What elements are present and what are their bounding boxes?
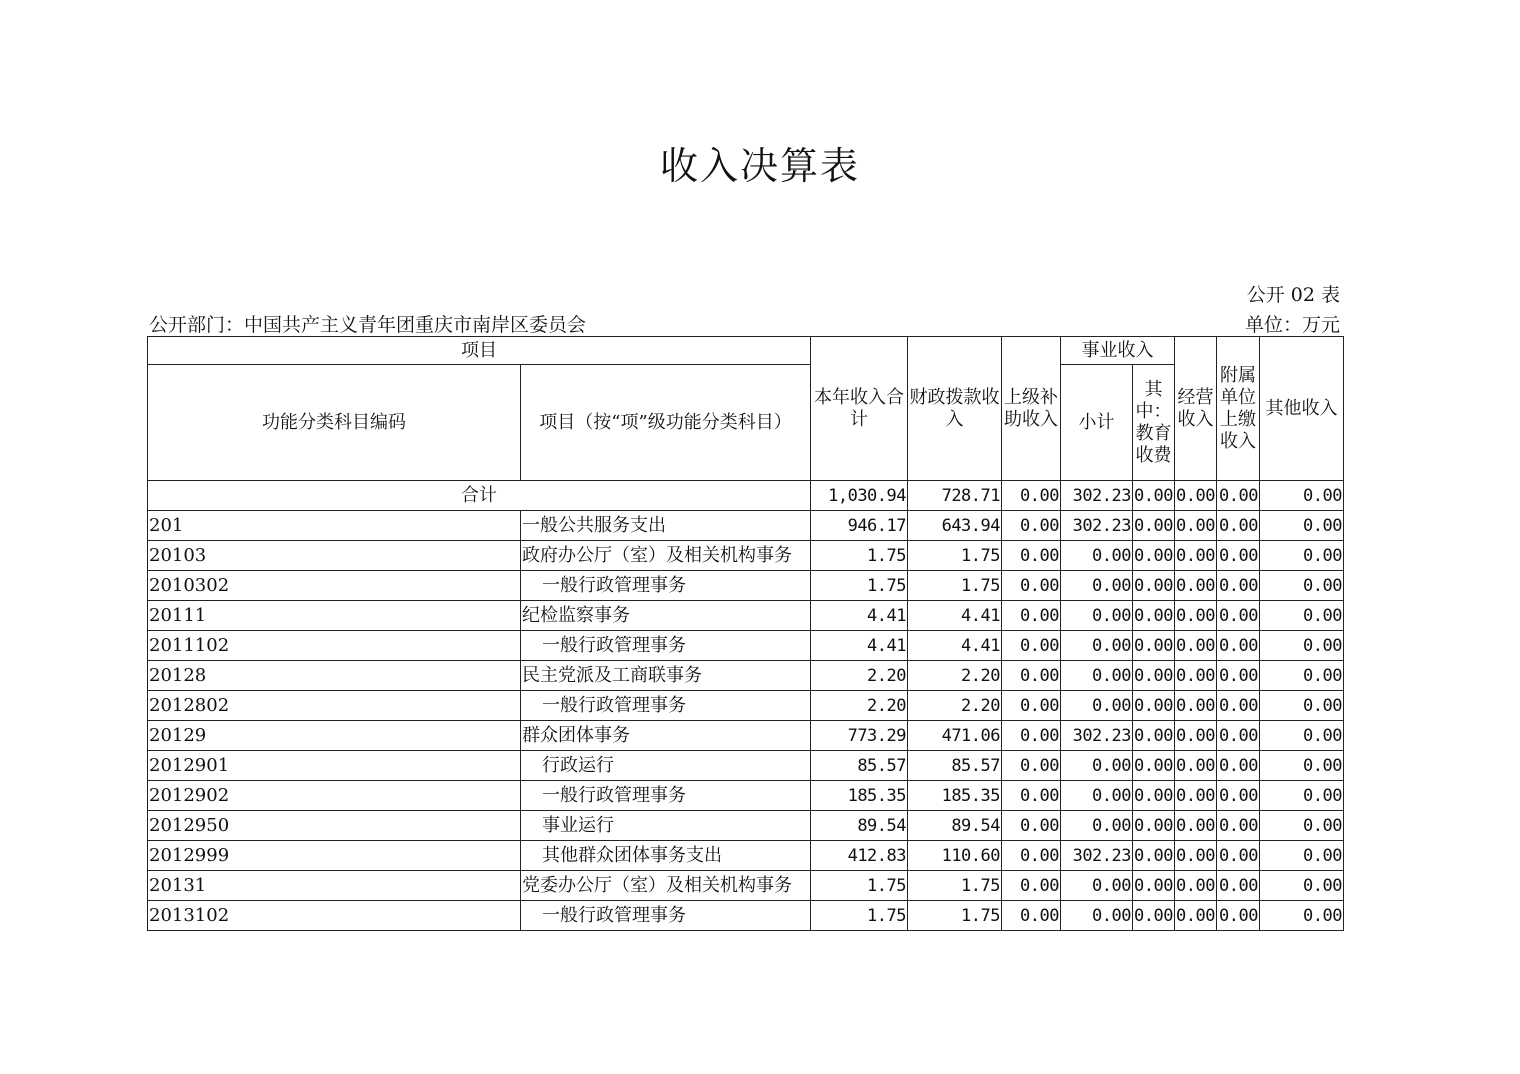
income-report-table [147, 336, 1344, 931]
row-value: 89.54 [811, 811, 908, 841]
row-code: 201 [148, 511, 521, 541]
row-value: 0.00 [1061, 691, 1133, 721]
row-value: 0.00 [1175, 541, 1217, 571]
header-fiscal: 财政拨款收入 [908, 337, 1002, 481]
row-value: 0.00 [1133, 721, 1175, 751]
row-value: 412.83 [811, 841, 908, 871]
row-name: 行政运行 [521, 751, 811, 781]
unit-label: 单位：万元 [1244, 314, 1340, 336]
header-subtotal: 小计 [1061, 365, 1133, 481]
total-label: 合计 [148, 481, 811, 511]
row-value: 0.00 [1002, 781, 1061, 811]
row-code: 2012901 [148, 751, 521, 781]
row-value: 0.00 [1061, 661, 1133, 691]
row-value: 0.00 [1002, 901, 1061, 931]
total-value: 0.00 [1175, 481, 1217, 511]
row-value: 1.75 [908, 571, 1002, 601]
table-row [148, 841, 1344, 871]
row-code: 2012802 [148, 691, 521, 721]
row-name: 党委办公厅（室）及相关机构事务 [521, 871, 811, 901]
row-value: 0.00 [1002, 541, 1061, 571]
row-value: 0.00 [1217, 841, 1260, 871]
row-value: 643.94 [908, 511, 1002, 541]
row-value: 0.00 [1061, 751, 1133, 781]
row-value: 471.06 [908, 721, 1002, 751]
row-value: 302.23 [1061, 511, 1133, 541]
row-name: 一般行政管理事务 [521, 781, 811, 811]
row-value: 0.00 [1175, 841, 1217, 871]
row-value: 773.29 [811, 721, 908, 751]
row-value: 0.00 [1260, 751, 1344, 781]
row-value: 0.00 [1133, 541, 1175, 571]
header-code: 功能分类科目编码 [148, 365, 521, 481]
table-row [148, 601, 1344, 631]
row-value: 0.00 [1217, 751, 1260, 781]
row-value: 0.00 [1002, 751, 1061, 781]
row-value: 1.75 [908, 541, 1002, 571]
row-value: 0.00 [1260, 691, 1344, 721]
row-value: 0.00 [1133, 691, 1175, 721]
table-row [148, 871, 1344, 901]
row-code: 2012950 [148, 811, 521, 841]
row-value: 302.23 [1061, 721, 1133, 751]
row-code: 2011102 [148, 631, 521, 661]
row-name: 一般行政管理事务 [521, 571, 811, 601]
total-value: 0.00 [1002, 481, 1061, 511]
row-code: 20111 [148, 601, 521, 631]
row-value: 0.00 [1175, 571, 1217, 601]
row-value: 0.00 [1217, 541, 1260, 571]
row-value: 0.00 [1002, 811, 1061, 841]
row-value: 0.00 [1061, 781, 1133, 811]
row-value: 0.00 [1217, 511, 1260, 541]
row-value: 0.00 [1175, 751, 1217, 781]
row-name: 一般行政管理事务 [521, 901, 811, 931]
row-code: 20129 [148, 721, 521, 751]
row-value: 0.00 [1061, 901, 1133, 931]
row-value: 0.00 [1061, 571, 1133, 601]
table-row [148, 631, 1344, 661]
row-value: 0.00 [1133, 841, 1175, 871]
row-value: 0.00 [1061, 811, 1133, 841]
form-number: 公开 02 表 [1246, 284, 1340, 306]
row-code: 20131 [148, 871, 521, 901]
row-value: 0.00 [1061, 631, 1133, 661]
row-value: 0.00 [1061, 541, 1133, 571]
row-value: 0.00 [1175, 631, 1217, 661]
row-value: 185.35 [908, 781, 1002, 811]
row-value: 0.00 [1260, 631, 1344, 661]
row-value: 0.00 [1002, 721, 1061, 751]
header-superior: 上级补助收入 [1002, 337, 1061, 481]
total-value: 302.23 [1061, 481, 1133, 511]
table-row [148, 721, 1344, 751]
table-row [148, 661, 1344, 691]
total-value: 0.00 [1260, 481, 1344, 511]
row-value: 0.00 [1260, 841, 1344, 871]
row-value: 946.17 [811, 511, 908, 541]
row-value: 1.75 [811, 541, 908, 571]
header-business: 事业收入 [1061, 337, 1175, 365]
row-value: 0.00 [1133, 511, 1175, 541]
row-value: 1.75 [908, 901, 1002, 931]
row-value: 0.00 [1002, 601, 1061, 631]
row-value: 0.00 [1133, 811, 1175, 841]
row-value: 85.57 [908, 751, 1002, 781]
row-value: 0.00 [1217, 631, 1260, 661]
row-value: 0.00 [1260, 721, 1344, 751]
row-value: 0.00 [1260, 511, 1344, 541]
row-value: 0.00 [1061, 601, 1133, 631]
row-name: 一般行政管理事务 [521, 631, 811, 661]
row-value: 0.00 [1133, 571, 1175, 601]
row-value: 302.23 [1061, 841, 1133, 871]
row-value: 0.00 [1061, 871, 1133, 901]
table-row [148, 751, 1344, 781]
row-value: 0.00 [1217, 691, 1260, 721]
total-value: 0.00 [1217, 481, 1260, 511]
row-value: 0.00 [1217, 871, 1260, 901]
row-value: 0.00 [1175, 811, 1217, 841]
total-value: 0.00 [1133, 481, 1175, 511]
row-value: 0.00 [1133, 751, 1175, 781]
department-label: 公开部门：中国共产主义青年团重庆市南岸区委员会 [149, 314, 587, 336]
row-value: 185.35 [811, 781, 908, 811]
row-code: 20128 [148, 661, 521, 691]
row-value: 0.00 [1133, 871, 1175, 901]
header-operating: 经营收入 [1175, 337, 1217, 481]
table-body [148, 481, 1344, 931]
row-code: 2012902 [148, 781, 521, 811]
row-value: 0.00 [1002, 511, 1061, 541]
row-value: 0.00 [1002, 631, 1061, 661]
header-total-income: 本年收入合计 [811, 337, 908, 481]
row-value: 89.54 [908, 811, 1002, 841]
row-value: 0.00 [1260, 571, 1344, 601]
page-title: 收入决算表 [659, 144, 860, 188]
row-value: 0.00 [1175, 661, 1217, 691]
row-value: 4.41 [811, 631, 908, 661]
row-value: 110.60 [908, 841, 1002, 871]
row-value: 1.75 [908, 871, 1002, 901]
header-affiliate: 附属单位上缴收入 [1217, 337, 1260, 481]
header-item: 项目 [148, 337, 811, 365]
row-value: 0.00 [1217, 811, 1260, 841]
row-value: 1.75 [811, 571, 908, 601]
row-value: 0.00 [1175, 601, 1217, 631]
row-value: 0.00 [1175, 721, 1217, 751]
row-value: 4.41 [908, 601, 1002, 631]
row-value: 0.00 [1133, 601, 1175, 631]
row-value: 0.00 [1133, 781, 1175, 811]
row-value: 0.00 [1260, 541, 1344, 571]
row-value: 0.00 [1175, 781, 1217, 811]
row-value: 0.00 [1217, 571, 1260, 601]
row-value: 2.20 [811, 661, 908, 691]
row-name: 其他群众团体事务支出 [521, 841, 811, 871]
total-value: 728.71 [908, 481, 1002, 511]
row-value: 0.00 [1217, 901, 1260, 931]
header-other: 其他收入 [1260, 337, 1344, 481]
row-value: 0.00 [1217, 601, 1260, 631]
row-name: 事业运行 [521, 811, 811, 841]
table-row [148, 541, 1344, 571]
row-name: 民主党派及工商联事务 [521, 661, 811, 691]
row-name: 一般行政管理事务 [521, 691, 811, 721]
row-value: 2.20 [908, 691, 1002, 721]
row-value: 0.00 [1002, 691, 1061, 721]
row-value: 0.00 [1002, 661, 1061, 691]
table-row [148, 781, 1344, 811]
row-value: 0.00 [1217, 721, 1260, 751]
row-value: 2.20 [811, 691, 908, 721]
row-value: 0.00 [1175, 691, 1217, 721]
row-value: 0.00 [1260, 781, 1344, 811]
row-value: 0.00 [1002, 571, 1061, 601]
row-value: 0.00 [1175, 511, 1217, 541]
row-code: 2010302 [148, 571, 521, 601]
row-value: 0.00 [1260, 661, 1344, 691]
table-row [148, 511, 1344, 541]
row-value: 1.75 [811, 871, 908, 901]
row-value: 0.00 [1260, 811, 1344, 841]
row-value: 4.41 [811, 601, 908, 631]
row-value: 2.20 [908, 661, 1002, 691]
row-code: 2013102 [148, 901, 521, 931]
row-name: 纪检监察事务 [521, 601, 811, 631]
row-name: 政府办公厅（室）及相关机构事务 [521, 541, 811, 571]
row-value: 0.00 [1002, 841, 1061, 871]
row-value: 0.00 [1175, 871, 1217, 901]
header-edu-fee: 其中：教育收费 [1133, 365, 1175, 481]
row-code: 20103 [148, 541, 521, 571]
header-name: 项目（按“项”级功能分类科目） [521, 365, 811, 481]
row-value: 0.00 [1175, 901, 1217, 931]
table-row [148, 901, 1344, 931]
total-value: 1,030.94 [811, 481, 908, 511]
row-value: 4.41 [908, 631, 1002, 661]
row-value: 0.00 [1260, 901, 1344, 931]
row-value: 0.00 [1260, 871, 1344, 901]
row-value: 0.00 [1133, 631, 1175, 661]
row-value: 0.00 [1133, 661, 1175, 691]
row-value: 85.57 [811, 751, 908, 781]
row-name: 群众团体事务 [521, 721, 811, 751]
table-row [148, 691, 1344, 721]
total-row [148, 481, 1344, 511]
row-value: 0.00 [1002, 871, 1061, 901]
row-name: 一般公共服务支出 [521, 511, 811, 541]
table-row [148, 571, 1344, 601]
row-value: 1.75 [811, 901, 908, 931]
table-row [148, 811, 1344, 841]
row-value: 0.00 [1260, 601, 1344, 631]
row-value: 0.00 [1217, 781, 1260, 811]
row-code: 2012999 [148, 841, 521, 871]
row-value: 0.00 [1217, 661, 1260, 691]
row-value: 0.00 [1133, 901, 1175, 931]
